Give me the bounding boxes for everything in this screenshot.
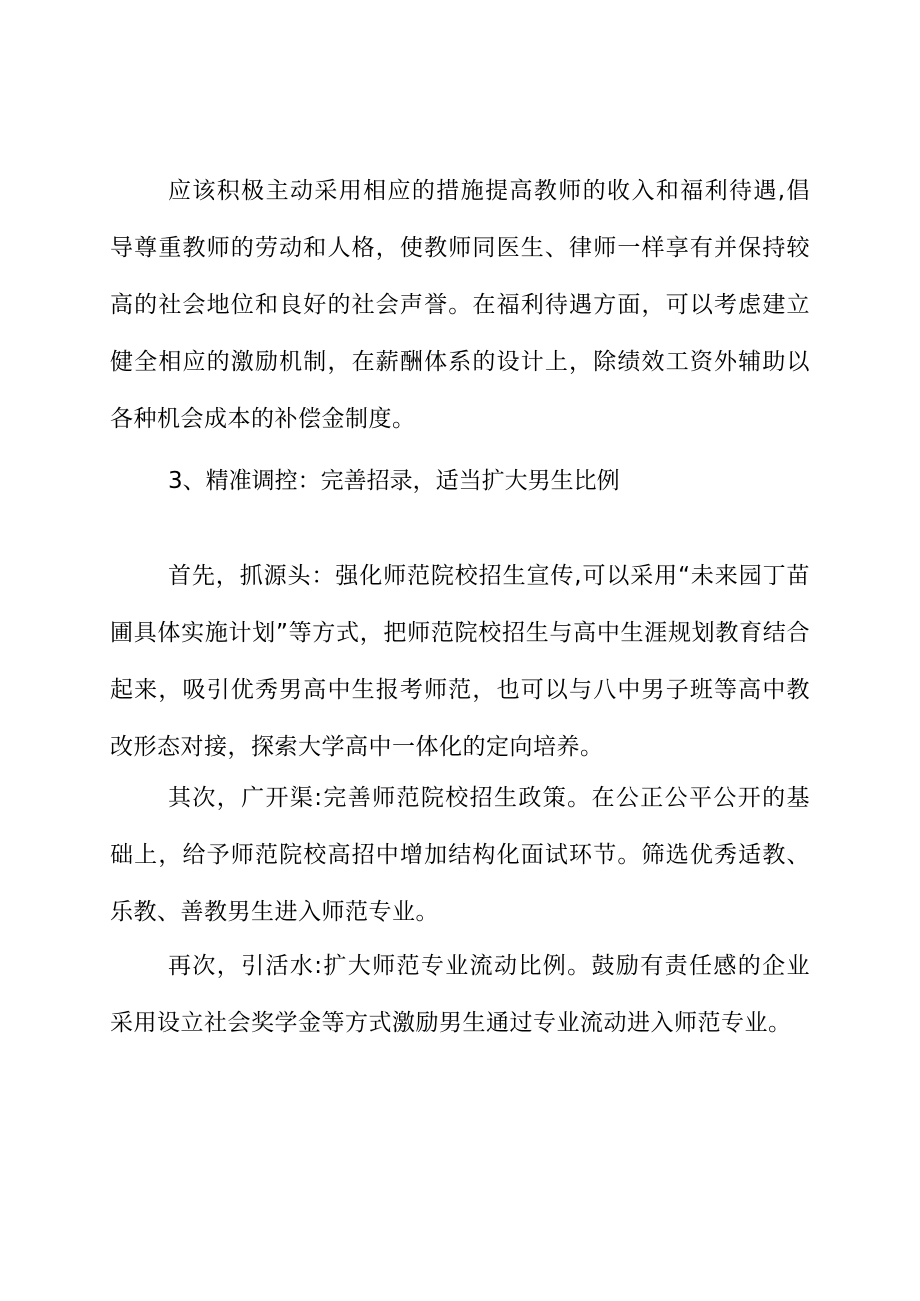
body-paragraph: 其次，广开渠:完善师范院校招生政策。在公正公平公开的基础上，给予师范院校高招中增加结构化面试环节。筛选优秀适教、乐教、善教男生进入师范专业。 (110, 785, 810, 925)
body-paragraph: 首先，抓源头：强化师范院校招生宣传,可以采用“未来园丁苗圃具体实施计划”等方式，把师范院校招生与高中生涯规划教育结合起来，吸引优秀男高中生报考师范，也可以与八中男子班等高中教改形态对接，探索大学高中一体化的定向培养。 (110, 563, 810, 760)
body-paragraph: 应该积极主动采用相应的措施提高教师的收入和福利待遇,倡导尊重教师的劳动和人格，使教师同医生、律师一样享有并保持较高的社会地位和良好的社会声誉。在福利待遇方面，可以考虑建立健全相应的激励机制，在薪酬体系的设计上，除绩效工资外辅助以各种机会成本的补偿金制度。 (110, 178, 810, 432)
section-heading: 3、精准调控：完善招录，适当扩大男生比例 (168, 468, 620, 494)
body-paragraph: 再次，引活水:扩大师范专业流动比例。鼓励有责任感的企业采用设立社会奖学金等方式激励男生通过专业流动进入师范专业。 (110, 953, 810, 1036)
